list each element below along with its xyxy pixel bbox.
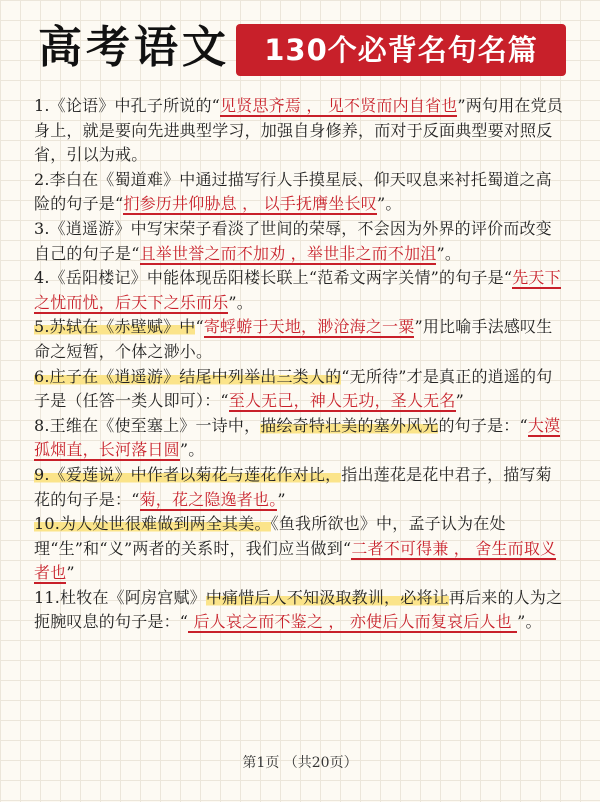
answer-text: 先天下之忧而忧，后天下之乐而乐 xyxy=(34,268,561,312)
title-badge: 130个必背名句名篇 xyxy=(236,24,566,76)
answer-text: 见贤思齐焉 ， 见不贤而内自省也 xyxy=(220,96,458,115)
answer-text: 至人无己，神人无功，圣人无名 xyxy=(228,391,456,411)
highlighted-text: 6.庄子在《逍遥游》结尾中列举出三类人的 xyxy=(34,366,342,386)
question-text: 《鱼我所欲也》中，孟子认为在处理“生”和“义”两者的关系时，我们应当做到“ xyxy=(34,514,506,558)
answer-text: 寄蜉蝣于天地，渺沧海之一粟 xyxy=(203,317,415,337)
list-item xyxy=(34,463,564,512)
header xyxy=(0,0,600,88)
question-text: 2.李白在《蜀道难》中通过描写行人手摸星辰、仰天叹息来衬托蜀道之高险的句子是“ xyxy=(34,169,552,214)
highlighted-text: 10.为人处世很难做到两全其美。 xyxy=(34,514,271,534)
question-text: 的句子是：“ xyxy=(438,415,528,435)
question-text: 再后来的人为之扼腕叹息的句子是：“ xyxy=(34,587,563,632)
question-text: 11.杜牧在《阿房宫赋》 xyxy=(34,587,206,607)
question-text: ”。 xyxy=(436,243,462,263)
list-item xyxy=(34,266,564,315)
list-item xyxy=(34,414,564,463)
page-number: 第1页 （共20页） xyxy=(242,755,358,771)
list-item xyxy=(34,365,564,414)
question-text: ”。 xyxy=(517,612,542,632)
answer-text: 后人哀之而不鉴之 ， 亦使后人而复哀后人也 xyxy=(188,612,518,632)
question-text: “无所待”才是真正的逍遥的句子是（任答一类人即可）：“ xyxy=(34,366,553,411)
list-item xyxy=(34,512,564,586)
question-text: ” xyxy=(66,563,75,583)
list-item xyxy=(34,217,564,266)
list-item xyxy=(34,315,564,364)
question-text: 1.《论语》中孔子所说的“ xyxy=(34,96,221,115)
answer-text: 且举世誉之而不加劝 ，举世非之而不加沮 xyxy=(139,243,437,263)
highlighted-text: 中痛惜后人不知汲取教训，必将让 xyxy=(205,587,449,607)
highlighted-text: 描绘奇特壮美的塞外风光 xyxy=(260,415,439,435)
highlighted-text: 5.苏轼在《赤壁赋》中 xyxy=(34,317,196,337)
page-title: 高考语文 xyxy=(38,22,230,73)
question-text: 4.《岳阳楼记》中能体现岳阳楼长联上“范希文两字关情”的句子是“ xyxy=(34,268,513,288)
question-text: 8.王维在《使至塞上》一诗中， xyxy=(34,415,261,435)
question-text: ”。 xyxy=(376,194,402,214)
highlighted-text: 9.《爱莲说》中作者以菊花与莲花作对比， xyxy=(34,464,342,484)
answer-text: 二者不可得兼 ， 舍生而取义者也 xyxy=(34,538,557,583)
answer-text: 大漠孤烟直，长河落日圆 xyxy=(34,415,561,460)
question-text: ”用比喻手法感叹生命之短暂，个体之渺小。 xyxy=(34,317,553,361)
answer-text: 菊，花之隐逸者也。 xyxy=(139,489,278,509)
list-item xyxy=(34,168,564,217)
question-text: ” xyxy=(455,391,464,411)
question-list xyxy=(34,94,564,635)
answer-text: 扪参历井仰胁息 ， 以手抚膺坐长叹 xyxy=(123,194,377,214)
list-item xyxy=(34,586,564,635)
list-item xyxy=(34,94,564,168)
question-text: 指出莲花是花中君子，描写菊花的句子是：“ xyxy=(34,464,552,509)
question-text: ”。 xyxy=(228,292,253,312)
question-text: “ xyxy=(195,317,204,337)
question-text: ”两句用在党员身上，就是要向先进典型学习，加强自身修养，而对于反面典型要对照反省，引以为戒。 xyxy=(34,96,564,165)
question-text: ” xyxy=(277,489,286,509)
question-text: ”。 xyxy=(179,440,205,460)
question-text: 3.《逍遥游》中写宋荣子看淡了世间的荣辱，不会因为外界的评价而改变自己的句子是“ xyxy=(34,218,552,263)
